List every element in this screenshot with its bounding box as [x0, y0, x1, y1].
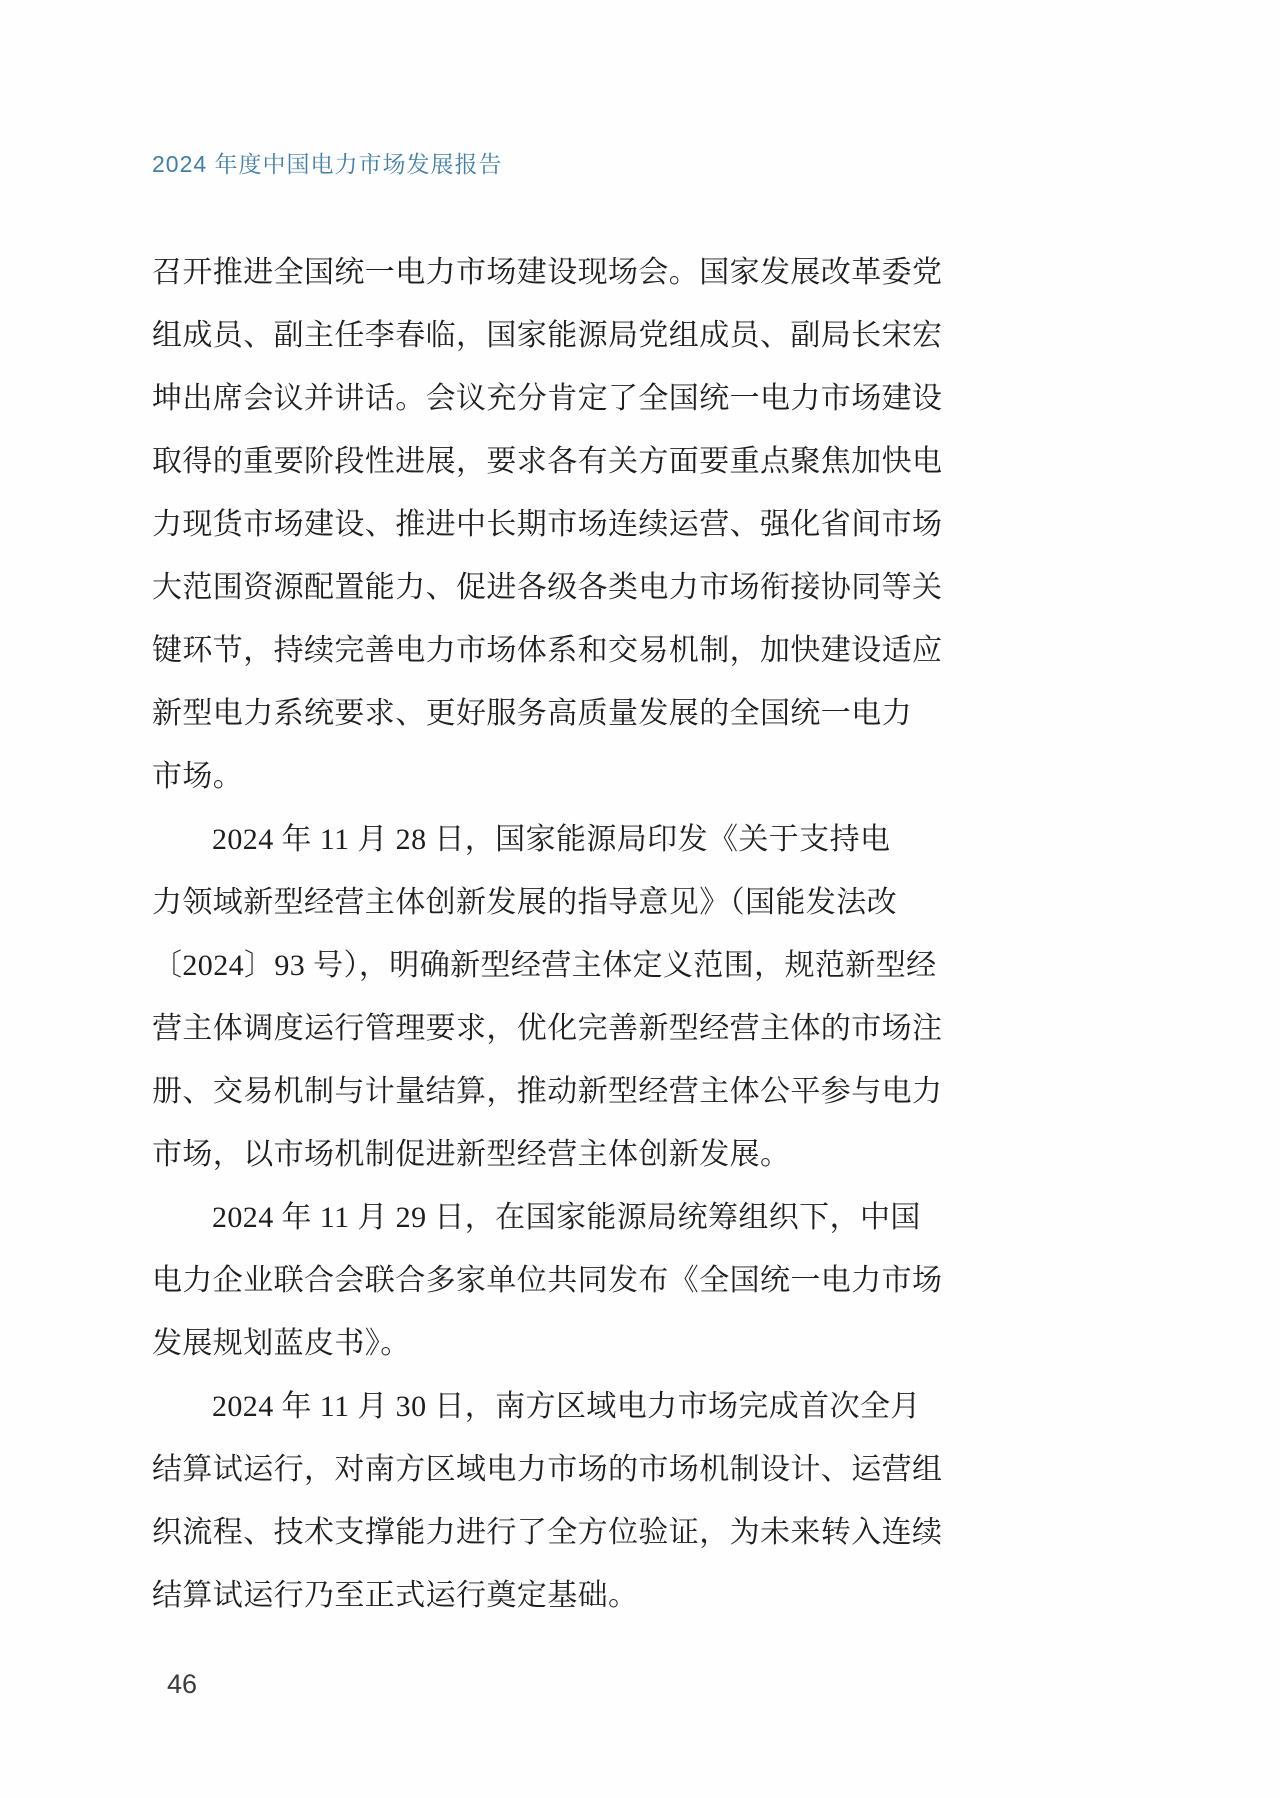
text-line: 结算试运行乃至正式运行奠定基础。 — [152, 1579, 639, 1612]
text-line: 发展规划蓝皮书》。 — [152, 1327, 411, 1360]
text-line: 2024 年 11 月 29 日，在国家能源局统筹组织下，中国 — [212, 1201, 921, 1234]
running-header-title: 2024 年度中国电力市场发展报告 — [152, 151, 503, 177]
text-line: 键环节，持续完善电力市场体系和交易机制，加快建设适应 — [152, 634, 943, 667]
page-number: 46 — [167, 1669, 198, 1699]
text-line: 力现货市场建设、推进中长期市场连续运营、强化省间市场 — [152, 508, 943, 541]
text-line: 2024 年 11 月 30 日，南方区域电力市场完成首次全月 — [212, 1390, 921, 1423]
text-line: 召开推进全国统一电力市场建设现场会。国家发展改革委党 — [152, 256, 943, 289]
text-line: 册、交易机制与计量结算，推动新型经营主体公平参与电力 — [152, 1075, 943, 1108]
text-line: 营主体调度运行管理要求，优化完善新型经营主体的市场注 — [152, 1012, 943, 1045]
document-body — [152, 241, 942, 1627]
text-line: 市场。 — [152, 760, 244, 793]
text-line: 力领域新型经营主体创新发展的指导意见》（国能发法改 — [152, 886, 897, 919]
paragraph — [152, 241, 942, 808]
text-line: 市场，以市场机制促进新型经营主体创新发展。 — [152, 1138, 791, 1171]
text-line: 〔2024〕93 号），明确新型经营主体定义范围，规范新型经 — [152, 949, 937, 982]
text-line: 坤出席会议并讲话。会议充分肯定了全国统一电力市场建设 — [152, 382, 943, 415]
text-line: 组成员、副主任李春临，国家能源局党组成员、副局长宋宏 — [152, 319, 943, 352]
text-line: 电力企业联合会联合多家单位共同发布《全国统一电力市场 — [152, 1264, 943, 1297]
text-line: 织流程、技术支撑能力进行了全方位验证，为未来转入连续 — [152, 1516, 943, 1549]
text-line: 大范围资源配置能力、促进各级各类电力市场衔接协同等关 — [152, 571, 943, 604]
text-line: 2024 年 11 月 28 日，国家能源局印发《关于支持电 — [212, 823, 891, 856]
text-line: 取得的重要阶段性进展，要求各有关方面要重点聚焦加快电 — [152, 445, 943, 478]
text-line: 新型电力系统要求、更好服务高质量发展的全国统一电力 — [152, 697, 912, 730]
paragraph — [152, 808, 942, 1186]
text-line: 结算试运行，对南方区域电力市场的市场机制设计、运营组 — [152, 1453, 943, 1486]
paragraph — [152, 1375, 942, 1627]
paragraph — [152, 1186, 942, 1375]
